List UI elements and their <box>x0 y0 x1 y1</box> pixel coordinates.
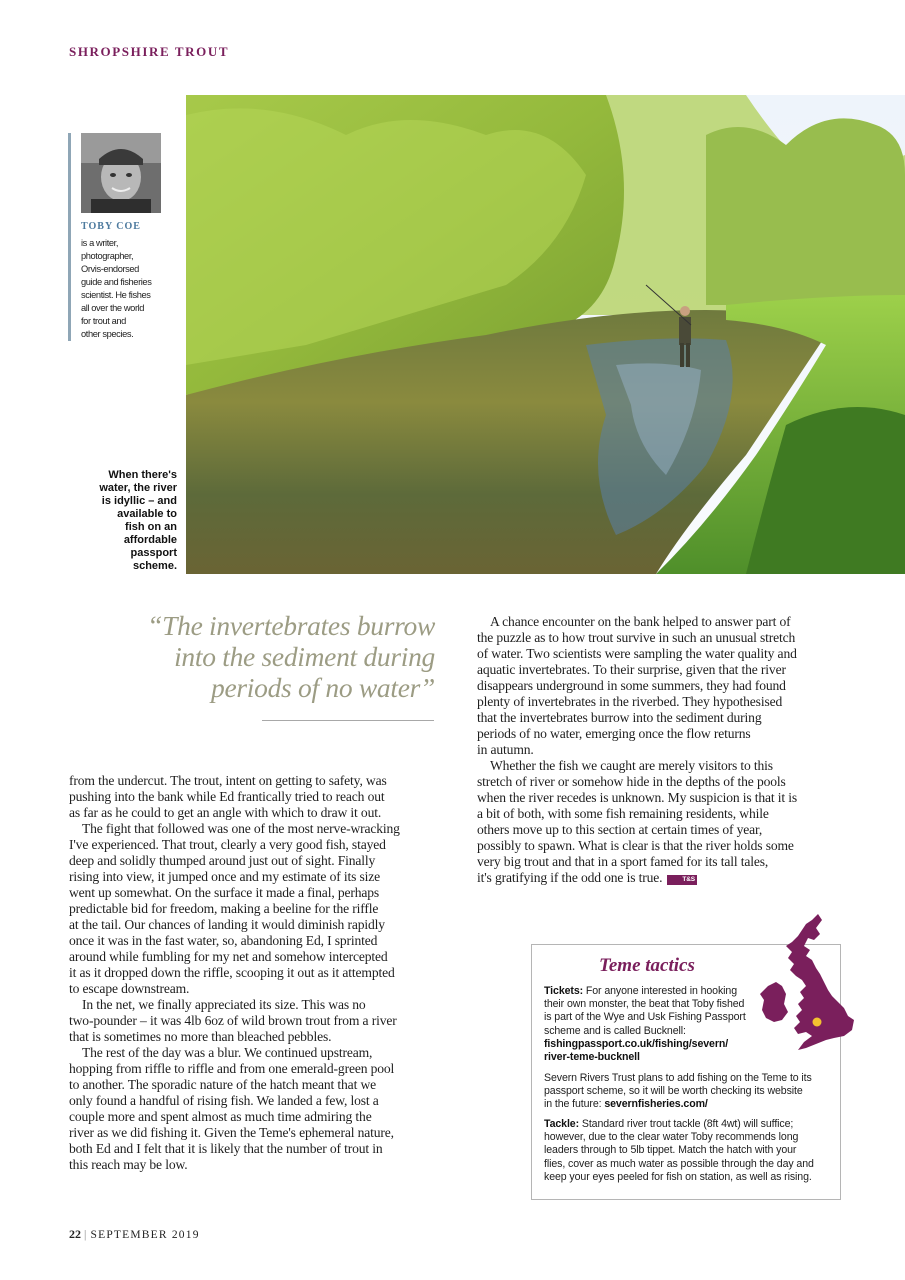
sidebar-title: Teme tactics <box>599 955 695 976</box>
tickets-link-cont[interactable]: river-teme-bucknell <box>544 1051 640 1064</box>
page-footer <box>69 1227 200 1242</box>
bio-accent-bar <box>68 133 71 341</box>
location-marker <box>813 1018 822 1027</box>
severn-info: Severn Rivers Trust plans to add fishing on the Teme to its passport scheme, so it will be worth checking its website in the future: severnfisheries.com/ <box>544 1072 812 1111</box>
pull-quote: “The invertebrates burrow into the sediment during periods of no water” <box>147 610 435 703</box>
paragraph: In the net, we finally appreciated its size. This was no two-pounder – it was 4lb 6oz of wild brown trout from a river that is sometimes no more than bleached pebbles. <box>69 997 397 1044</box>
issue-date: SEPTEMBER 2019 <box>90 1229 200 1241</box>
paragraph: The fight that followed was one of the most nerve-wracking I've experienced. That trout, clearly a very good fish, stayed deep and solidly thumped around just out of sight. Finally rising into view, it jumped once and my estimate of its size went up somewhat. On the surface it made a final, perhaps predictable bid for freedom, making a beeline for the riffle at the tail. Our chances of landing it would diminish rapidly once it was in the fast water, so, abandoning Ed, I sprinted around while fumbling for my net and somehow intercepted it as it dropped down the riffle, scooping it out as it attempted to escape downstream. <box>69 821 400 996</box>
photo-caption: When there's water, the river is idyllic – and available to fish on an affordable passport scheme. <box>99 469 177 572</box>
paragraph: The rest of the day was a blur. We continued upstream, hopping from riffle to riffle and from one emerald-green pool to another. The sporadic nature of the hatch meant that we only found a handful of rising fish. We landed a few, lost a couple more and spent almost as much time admiring the river as we did fishing it. Given the Teme's ephemeral nature, both Ed and I felt that it is likely that the number of trout in this reach may be low. <box>69 1045 395 1172</box>
tickets-info: Tickets: For anyone interested in hooking their own monster, the beat that Toby fished is part of the Wye and Usk Fishing Passport scheme and is called Bucknell: fishingpassport.co.uk/fishing/severn/ river-teme-bucknell <box>544 985 746 1064</box>
river-photo <box>186 95 905 574</box>
author-portrait <box>81 133 161 213</box>
paragraph: A chance encounter on the bank helped to answer part of the puzzle as to how trout survive in such an unusual stretch of water. Two scientists were sampling the water quality and aquatic invertebrates. To their surprise, given that the river disappears underground in some summers, they had found plenty of invertebrates in the riverbed. They hypothesised that the invertebrates burrow into the sediment during periods of no water, emerging once the flow returns in autumn. <box>477 614 797 757</box>
severn-link[interactable]: severnfisheries.com/ <box>604 1098 708 1111</box>
section-title: SHROPSHIRE TROUT <box>69 44 230 59</box>
body-column-left <box>69 773 433 1173</box>
author-bio: is a writer, photographer, Orvis-endorsed guide and fisheries scientist. He fishes all over the world for trout and other species. <box>81 238 152 339</box>
pull-quote-divider <box>262 720 434 721</box>
end-mark: T&S <box>667 875 697 885</box>
footer-separator: | <box>84 1229 88 1241</box>
uk-map-icon <box>758 912 858 1054</box>
body-column-right <box>477 614 841 886</box>
great-britain-shape <box>786 914 854 1050</box>
paragraph: from the undercut. The trout, intent on getting to safety, was pushing into the bank while Ed frantically tried to reach out as far as he could to get an angle with which to draw it out. <box>69 773 387 820</box>
author-name: TOBY COE <box>81 221 141 232</box>
paragraph: Whether the fish we caught are merely visitors to this stretch of river or somehow hide in the depths of the pools when the river recedes is unknown. My suspicion is that it is a bit of both, with some fish remaining residents, while others move up to this section at certain times of year, possibly to spawn. What is clear is that the river holds some very big trout and that in a sport famed for its tall tales, it's gratifying if the odd one is true. T&S <box>477 758 798 885</box>
page-number: 22 <box>69 1227 81 1241</box>
tackle-info: Tackle: Standard river trout tackle (8ft 4wt) will suffice; however, due to the clear water Toby recommends long leaders through to 5lb tippet. Match the hatch with your flies, cover as much water as possible through the day and keep your eyes peeled for fish on station, as well as rising. <box>544 1118 814 1183</box>
tickets-link[interactable]: fishingpassport.co.uk/fishing/severn/ <box>544 1037 729 1050</box>
